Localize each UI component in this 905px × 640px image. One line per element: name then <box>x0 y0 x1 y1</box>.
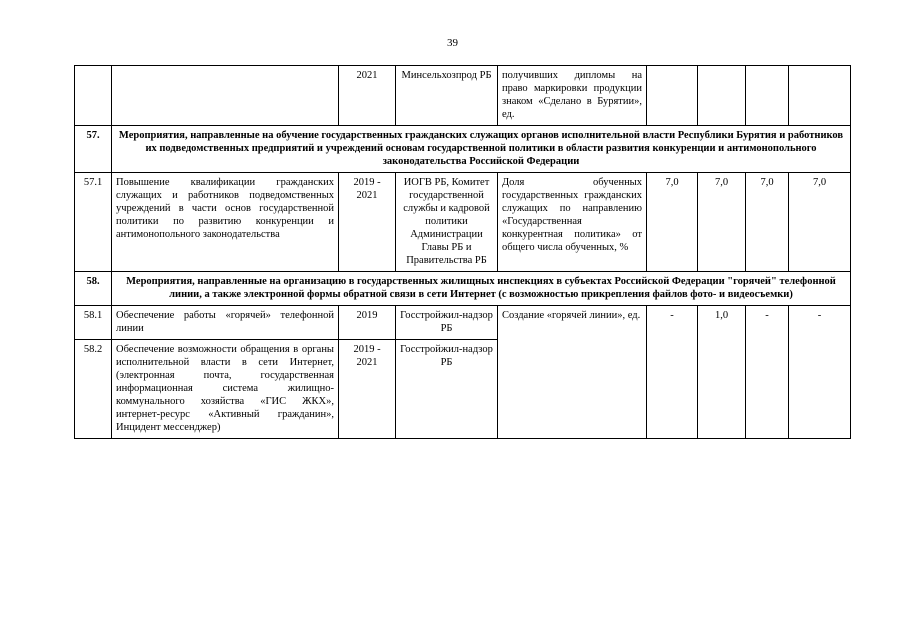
value-cell: 7,0 <box>647 173 698 272</box>
section-row-57 <box>75 126 851 173</box>
value-cell <box>789 66 851 126</box>
section-number: 58. <box>75 272 112 306</box>
executor-cell: Госстройжил-надзор РБ <box>396 340 498 439</box>
value-cell <box>647 66 698 126</box>
measures-table <box>74 65 851 439</box>
period-cell: 2019 - 2021 <box>339 173 396 272</box>
row-number: 58.1 <box>75 306 112 340</box>
value-cell: - <box>789 306 851 439</box>
executor-cell: Минсельхозпрод РБ <box>396 66 498 126</box>
period-cell: 2021 <box>339 66 396 126</box>
measure-cell: Обеспечение работы «горячей» телефонной линии <box>112 306 339 340</box>
period-cell: 2019 <box>339 306 396 340</box>
row-number: 57.1 <box>75 173 112 272</box>
measure-cell <box>112 66 339 126</box>
indicator-cell: Доля обученных государственных гражданских служащих по направлению «Государственная конкурентная политика» от общего числа обученных, % <box>498 173 647 272</box>
section-number: 57. <box>75 126 112 173</box>
measure-cell: Обеспечение возможности обращения в органы исполнительной власти в сети Интернет, (электронная почта, государственная информационная система жилищно-коммунального хозяйства «ГИС ЖКХ», интернет-ресурс «Активный гражданин», Инцидент мессенджер) <box>112 340 339 439</box>
table-row-57-1 <box>75 173 851 272</box>
table-row-58-1 <box>75 306 851 340</box>
value-cell <box>746 66 789 126</box>
period-cell: 2019 - 2021 <box>339 340 396 439</box>
row-number: 58.2 <box>75 340 112 439</box>
page-number: 39 <box>447 37 458 49</box>
value-cell <box>698 66 746 126</box>
executor-cell: Госстройжил-надзор РБ <box>396 306 498 340</box>
value-cell: 7,0 <box>746 173 789 272</box>
value-cell: 1,0 <box>698 306 746 439</box>
indicator-cell: Создание «горячей линии», ед. <box>498 306 647 439</box>
measure-cell: Повышение квалификации гражданских служащих и работников подведомственных учреждений в части основ государственной политики по развитию конкуренции и антимонопольного законодательства <box>112 173 339 272</box>
executor-cell: ИОГВ РБ, Комитет государственной службы и кадровой политики Администрации Главы РБ и Правительства РБ <box>396 173 498 272</box>
value-cell: 7,0 <box>698 173 746 272</box>
indicator-cell: получивших дипломы на право маркировки продукции знаком «Сделано в Бурятии», ед. <box>498 66 647 126</box>
value-cell: - <box>746 306 789 439</box>
table-row-continued <box>75 66 851 126</box>
row-number <box>75 66 112 126</box>
value-cell: - <box>647 306 698 439</box>
section-title: Мероприятия, направленные на обучение государственных гражданских служащих органов исполнительной власти Республики Бурятия и работников их подведомственных предприятий и учреждений основам государственной политики в области развития конкуренции и антимонопольного законодательства Российской Федерации <box>112 126 851 173</box>
value-cell: 7,0 <box>789 173 851 272</box>
section-row-58 <box>75 272 851 306</box>
section-title: Мероприятия, направленные на организацию в государственных жилищных инспекциях в субъектах Российской Федерации "горячей" телефонной линии, а также электронной формы обратной связи в сети Интернет (с возможностью прикрепления файлов фото- и видеосъемки) <box>112 272 851 306</box>
